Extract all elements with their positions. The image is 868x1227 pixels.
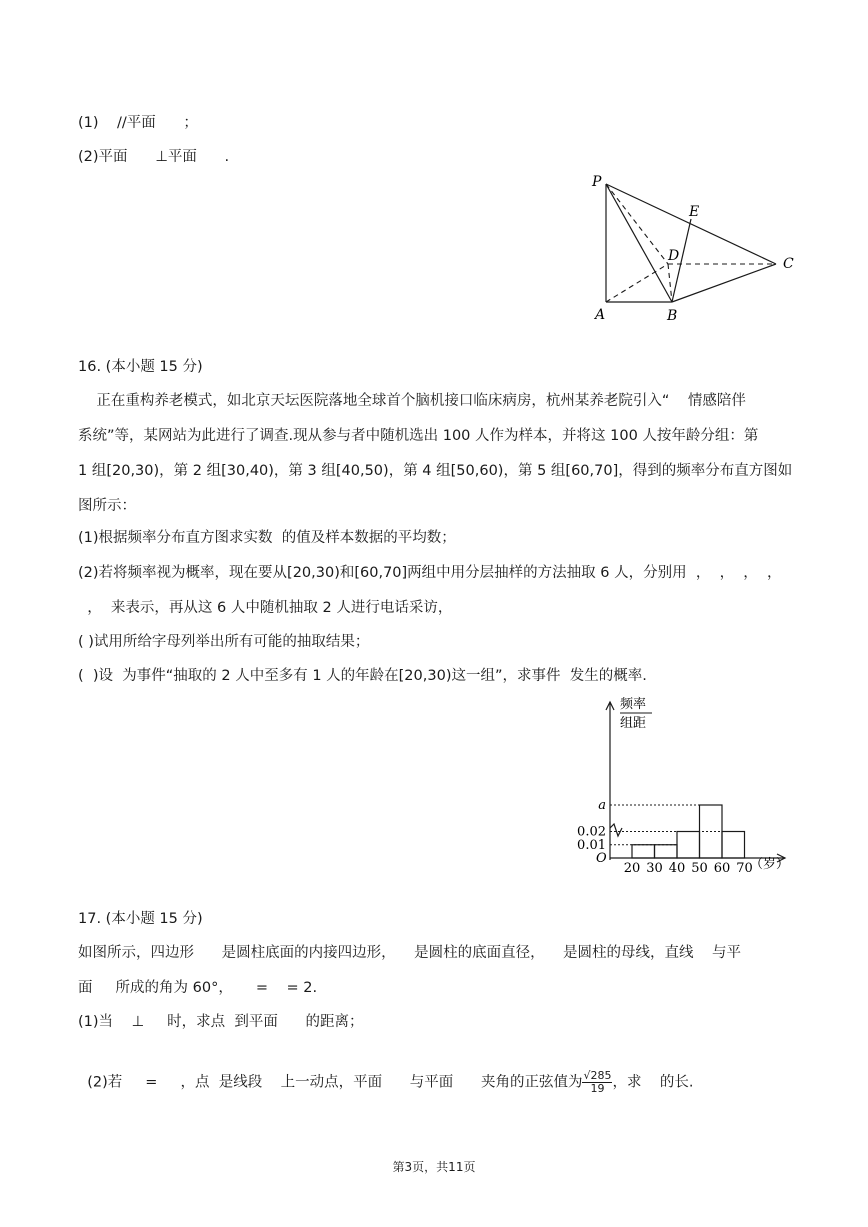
q17-line4-text: (2)若 = ，点 是线段 上一动点，平面 与平面 夹角的正弦值为: [87, 1074, 583, 1091]
q16-line1: 正在重构养老模式，如北京天坛医院落地全球首个脑机接口临床病房，杭州某养老院引入“ 情感陪伴: [78, 393, 746, 409]
y-tick-label: a: [598, 798, 606, 813]
q17-header: 17. (本小题 15 分): [78, 911, 203, 927]
q17-line1: 如图所示，四边形 是圆柱底面的内接四边形， 是圆柱的底面直径， 是圆柱的母线，直线 与平: [78, 945, 741, 961]
q15-part2: (2)平面 ⊥平面 .: [78, 149, 230, 165]
x-unit-label: （岁）: [750, 857, 790, 872]
histogram-bar: [655, 845, 678, 858]
q16-line5: (1)根据频率分布直方图求实数 的值及样本数据的平均数；: [78, 530, 456, 546]
q16-line3: 1 组[20,30)，第 2 组[30,40)，第 3 组[40,50)，第 4 组[50,60)，第 5 组[60,70]，得到的频率分布直方图如: [78, 463, 793, 479]
sine-fraction: [582, 1070, 612, 1095]
q17-line4: [78, 1050, 694, 1095]
q17-line4-end: ，求 的长.: [612, 1074, 694, 1091]
histogram-bar: [677, 832, 700, 859]
label-d: D: [668, 248, 680, 264]
fraction-denominator: 19: [590, 1082, 605, 1095]
pyramid-figure: [588, 170, 818, 330]
q15-part1: (1) //平面 ；: [78, 115, 198, 131]
y-tick-label: 0.01: [577, 837, 606, 853]
x-tick-label: 70: [736, 861, 753, 876]
x-tick-label: 30: [646, 861, 663, 876]
q16-line9: ( )设 为事件“抽取的 2 人中至多有 1 人的年龄在[20,30)这一组”，求事件 发生的概率.: [78, 668, 647, 684]
x-tick-label: 50: [691, 861, 708, 876]
q16-line7: ， 来表示，再从这 6 人中随机抽取 2 人进行电话采访，: [78, 600, 453, 616]
q17-line3: (1)当 ⊥ 时，求点 到平面 的距离；: [78, 1014, 364, 1030]
q16-header: 16. (本小题 15 分): [78, 359, 203, 375]
frequency-histogram: [577, 690, 810, 876]
label-b: B: [667, 308, 678, 324]
label-c: C: [783, 256, 794, 272]
label-a: A: [595, 307, 606, 323]
histogram-bar: [632, 845, 655, 858]
histogram-bar: [722, 832, 745, 859]
fraction-numerator: √285: [583, 1069, 612, 1082]
q16-line4: 图所示：: [78, 498, 136, 514]
label-p: P: [592, 174, 602, 190]
origin-label: O: [596, 851, 607, 866]
x-tick-label: 20: [623, 861, 641, 876]
q17-line2: 面 所成的角为 60°， = = 2.: [78, 980, 318, 996]
ylabel-bottom: 组距: [620, 716, 647, 731]
x-tick-label: 40: [668, 861, 686, 876]
q16-line6: (2)若将频率视为概率，现在要从[20,30)和[60,70]两组中用分层抽样的方法抽取 6 人，分别用 ， ， ， ，: [78, 565, 782, 581]
label-e: E: [689, 204, 700, 220]
x-tick-label: 60: [713, 861, 731, 876]
q16-line2: 系统”等，某网站为此进行了调查.现从参与者中随机选出 100 人作为样本，并将这 100 人按年龄分组：第: [78, 428, 759, 444]
q16-line8: ( )试用所给字母列举出所有可能的抽取结果；: [78, 634, 370, 650]
y-tick-label: 0.02: [577, 824, 606, 840]
ylabel-top: 频率: [620, 697, 647, 712]
page-footer: 第3页，共11页: [392, 1160, 476, 1174]
